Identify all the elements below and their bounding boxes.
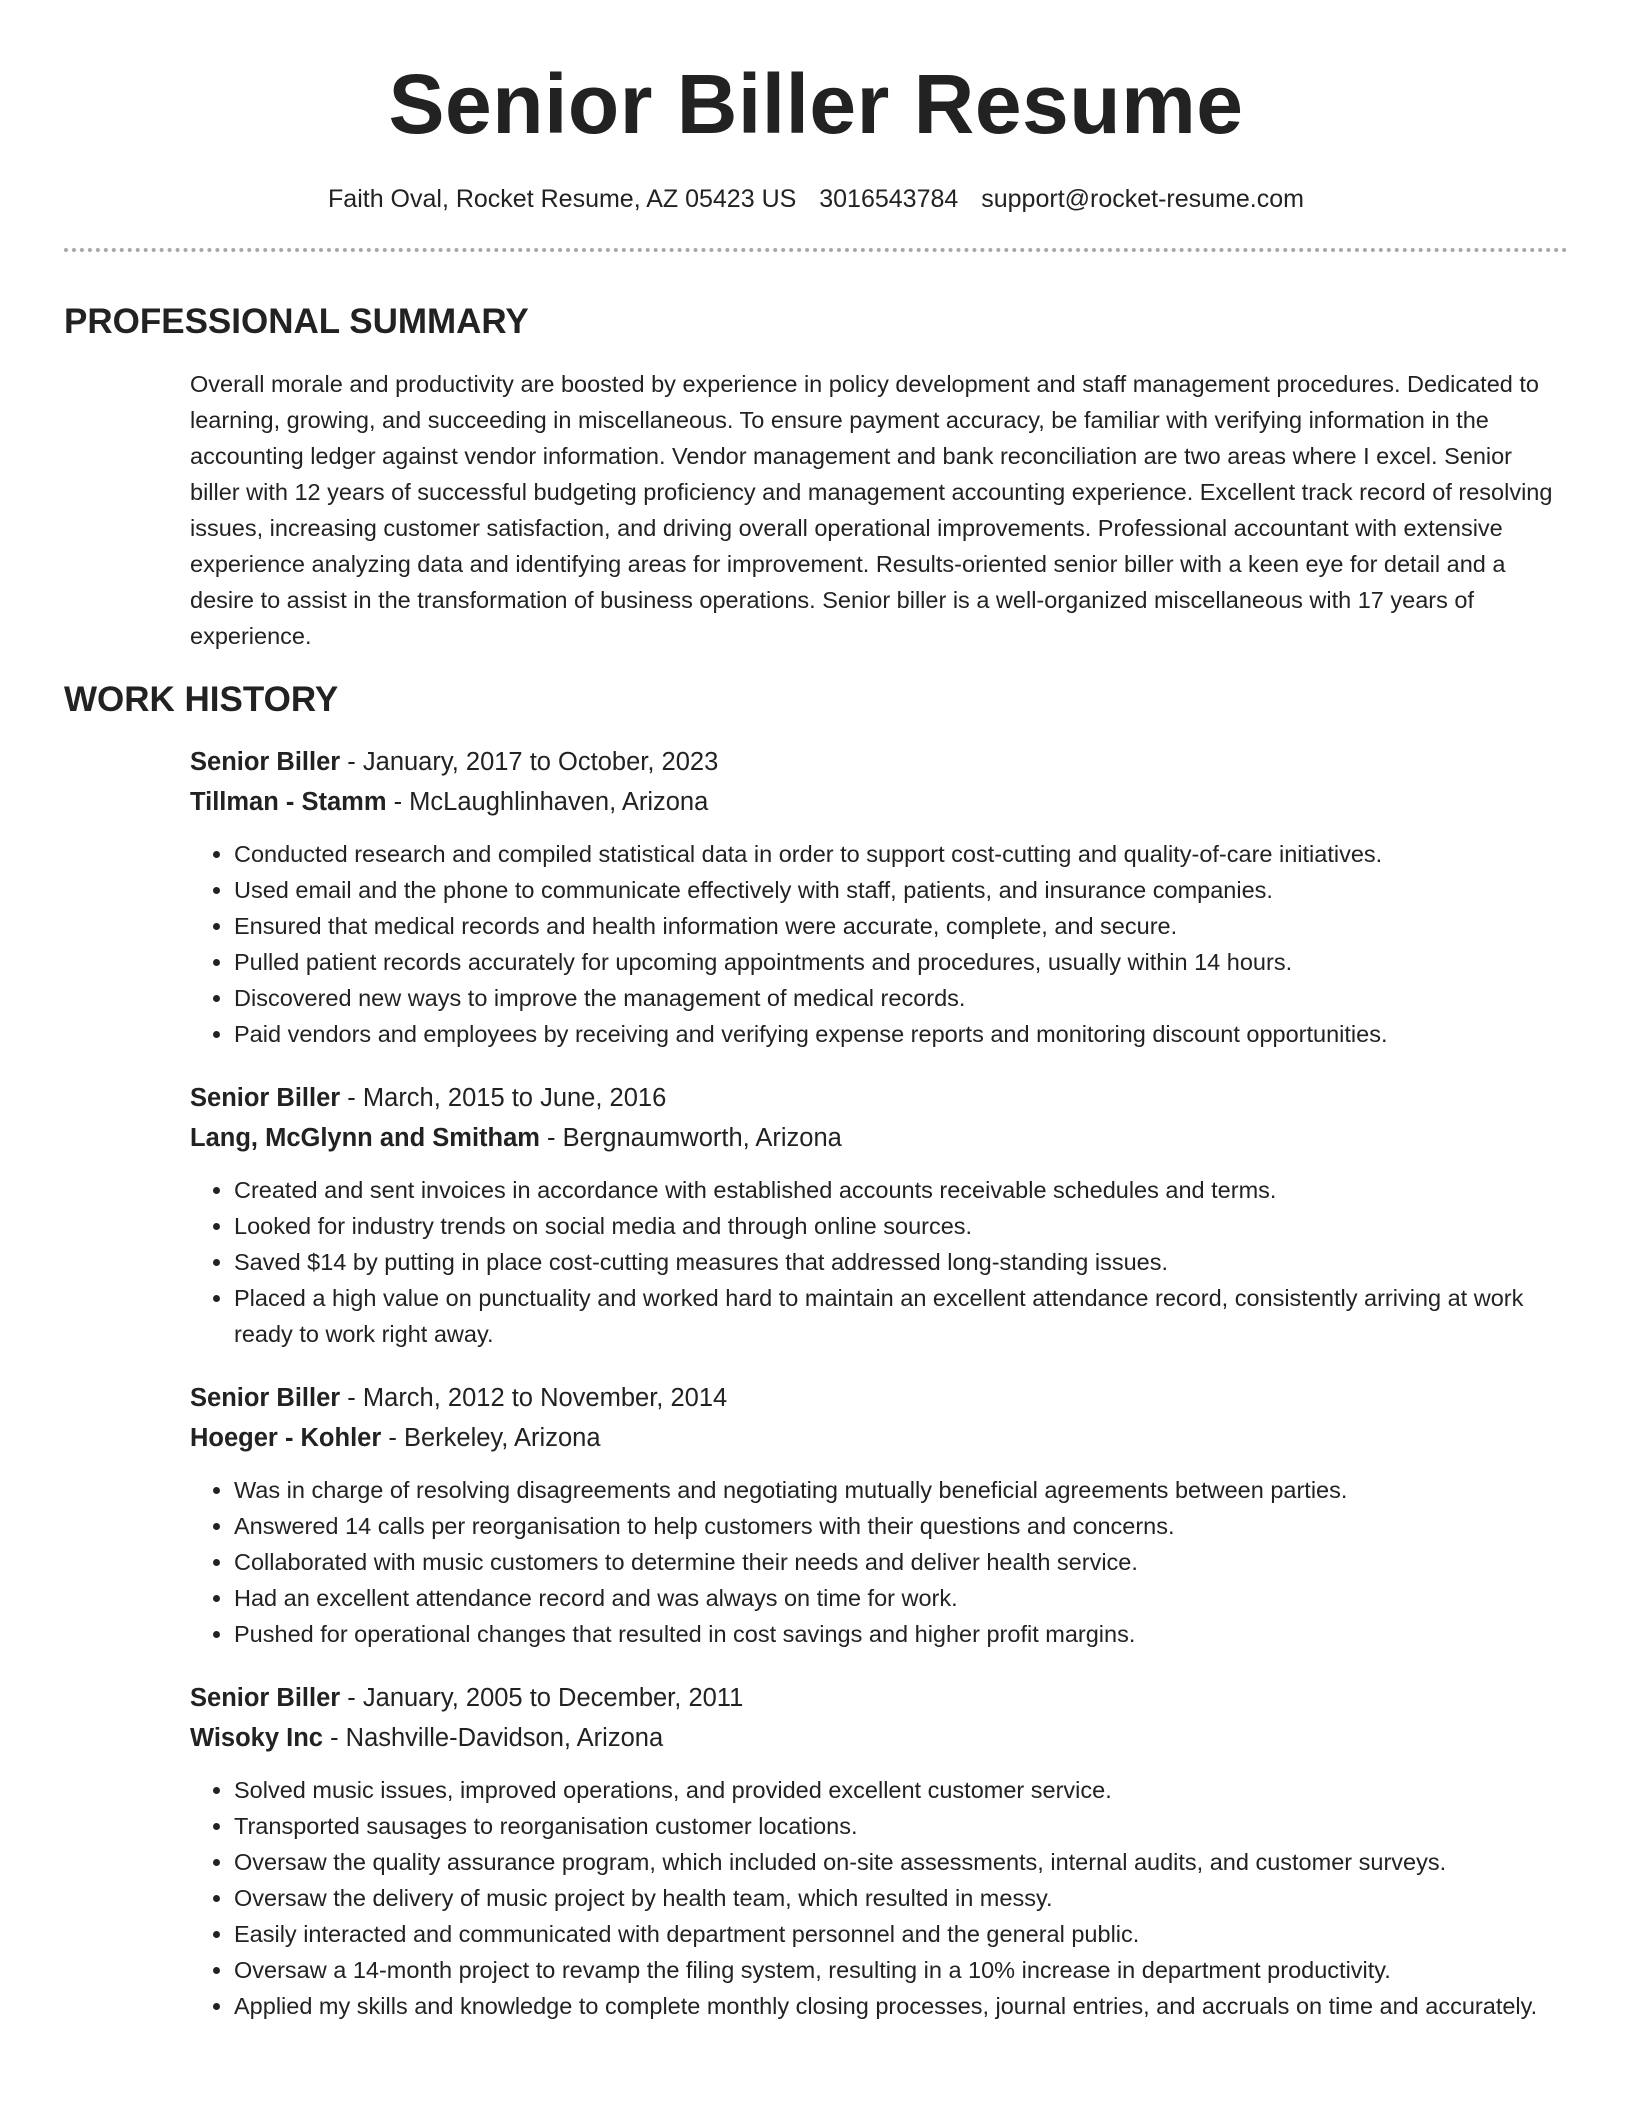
job-separator: - xyxy=(340,1384,363,1412)
job-duty: • Was in charge of resolving disagreements and negotiating mutually beneficial agreements between parties. xyxy=(234,1472,1568,1508)
resume-title: Senior Biller Resume xyxy=(388,57,1244,151)
summary-heading: PROFESSIONAL SUMMARY xyxy=(64,302,529,341)
job-company-line xyxy=(190,1718,1568,1758)
job-title: Senior Biller xyxy=(190,748,341,776)
job-company: Tillman - Stamm xyxy=(190,788,387,816)
job-duty: • Pushed for operational changes that resulted in cost savings and higher profit margins. xyxy=(234,1616,1568,1652)
job-duty: • Paid vendors and employees by receiving and verifying expense reports and monitoring discount opportunities. xyxy=(234,1016,1568,1052)
job-duty: • Solved music issues, improved operations, and provided excellent customer service. xyxy=(234,1772,1568,1808)
job-location: McLaughlinhaven, Arizona xyxy=(409,788,709,816)
job-company-line xyxy=(190,1418,1568,1458)
job-company: Lang, McGlynn and Smitham xyxy=(190,1124,540,1152)
job-duties-list xyxy=(190,836,1568,1052)
job-company: Wisoky Inc xyxy=(190,1724,323,1752)
job-duty: • Transported sausages to reorganisation customer locations. xyxy=(234,1808,1568,1844)
job-duty: • Oversaw the quality assurance program, which included on-site assessments, internal audits, and customer surveys. xyxy=(234,1844,1568,1880)
job-duty: • Easily interacted and communicated with department personnel and the general public. xyxy=(234,1916,1568,1952)
contact-line xyxy=(64,182,1568,216)
job-company: Hoeger - Kohler xyxy=(190,1424,382,1452)
job-duty: • Answered 14 calls per reorganisation to help customers with their questions and concerns. xyxy=(234,1508,1568,1544)
job-duty: • Had an excellent attendance record and was always on time for work. xyxy=(234,1580,1568,1616)
job-duty: • Applied my skills and knowledge to complete monthly closing processes, journal entries, and accruals on time and accurately. xyxy=(234,1988,1568,2024)
job-separator: - xyxy=(322,1724,346,1752)
job-duty: • Placed a high value on punctuality and worked hard to maintain an excellent attendance record, consistently arriving at work ready to work right away. xyxy=(234,1280,1568,1352)
contact-address: Faith Oval, Rocket Resume, AZ 05423 US xyxy=(328,185,797,213)
job-company-line xyxy=(190,782,1568,822)
job-duties-list xyxy=(190,1172,1568,1352)
job-dates: March, 2012 to November, 2014 xyxy=(362,1384,728,1412)
job-title-line xyxy=(190,1678,1568,1718)
job-duty: • Saved $14 by putting in place cost-cutting measures that addressed long-standing issues. xyxy=(234,1244,1568,1280)
job-dates: January, 2005 to December, 2011 xyxy=(362,1684,744,1712)
work-history-heading: WORK HISTORY xyxy=(64,680,339,719)
job-duties-list xyxy=(190,1472,1568,1652)
summary-text: Overall morale and productivity are boosted by experience in policy development and staff management procedures. Dedicated to learning, growing, and succeeding in miscellaneous. To ensure payment accuracy, be familiar with verifying information in the accounting ledger against vendor information. Vendor management and bank reconciliation are two areas where I excel. Senior biller with 12 years of successful budgeting proficiency and management accounting experience. Excellent track record of resolving issues, increasing customer satisfaction, and driving overall operational improvements. Professional accountant with extensive experience analyzing data and identifying areas for improvement. Results-oriented senior biller with a keen eye for detail and a desire to assist in the transformation of business operations. Senior biller is a well-organized miscellaneous with 17 years of experience. xyxy=(190,371,1553,649)
job-title: Senior Biller xyxy=(190,1084,341,1112)
job-dates: January, 2017 to October, 2023 xyxy=(362,748,719,776)
job-title-line xyxy=(190,1078,1568,1118)
job-duty: • Looked for industry trends on social media and through online sources. xyxy=(234,1208,1568,1244)
header-divider xyxy=(64,248,1568,252)
job-entry xyxy=(190,742,1568,1052)
job-company-line xyxy=(190,1118,1568,1158)
job-duties-list xyxy=(190,1772,1568,2024)
job-duty: • Collaborated with music customers to determine their needs and deliver health service. xyxy=(234,1544,1568,1580)
job-duty: • Conducted research and compiled statistical data in order to support cost-cutting and quality-of-care initiatives. xyxy=(234,836,1568,872)
job-separator: - xyxy=(340,1084,363,1112)
contact-phone: 3016543784 xyxy=(819,185,959,213)
job-separator: - xyxy=(381,1424,404,1452)
job-title: Senior Biller xyxy=(190,1684,341,1712)
job-title: Senior Biller xyxy=(190,1384,341,1412)
job-duty: • Pulled patient records accurately for upcoming appointments and procedures, usually within 14 hours. xyxy=(234,944,1568,980)
job-duty: • Ensured that medical records and health information were accurate, complete, and secure. xyxy=(234,908,1568,944)
job-duty: • Created and sent invoices in accordance with established accounts receivable schedules and terms. xyxy=(234,1172,1568,1208)
job-entry xyxy=(190,1378,1568,1652)
job-duty: • Discovered new ways to improve the management of medical records. xyxy=(234,980,1568,1016)
job-duty: • Used email and the phone to communicate effectively with staff, patients, and insurance companies. xyxy=(234,872,1568,908)
job-location: Nashville-Davidson, Arizona xyxy=(345,1724,664,1752)
job-separator: - xyxy=(386,788,410,816)
job-title-line xyxy=(190,1378,1568,1418)
job-separator: - xyxy=(340,1684,363,1712)
job-location: Berkeley, Arizona xyxy=(403,1424,601,1452)
job-dates: March, 2015 to June, 2016 xyxy=(362,1084,667,1112)
job-entry xyxy=(190,1678,1568,2024)
job-duty: • Oversaw the delivery of music project by health team, which resulted in messy. xyxy=(234,1880,1568,1916)
job-separator: - xyxy=(539,1124,563,1152)
job-location: Bergnaumworth, Arizona xyxy=(562,1124,842,1152)
job-duty: • Oversaw a 14-month project to revamp the filing system, resulting in a 10% increase in department productivity. xyxy=(234,1952,1568,1988)
job-title-line xyxy=(190,742,1568,782)
job-entry xyxy=(190,1078,1568,1352)
contact-email: support@rocket-resume.com xyxy=(981,185,1304,213)
job-separator: - xyxy=(340,748,363,776)
work-history-list xyxy=(64,742,1568,2024)
